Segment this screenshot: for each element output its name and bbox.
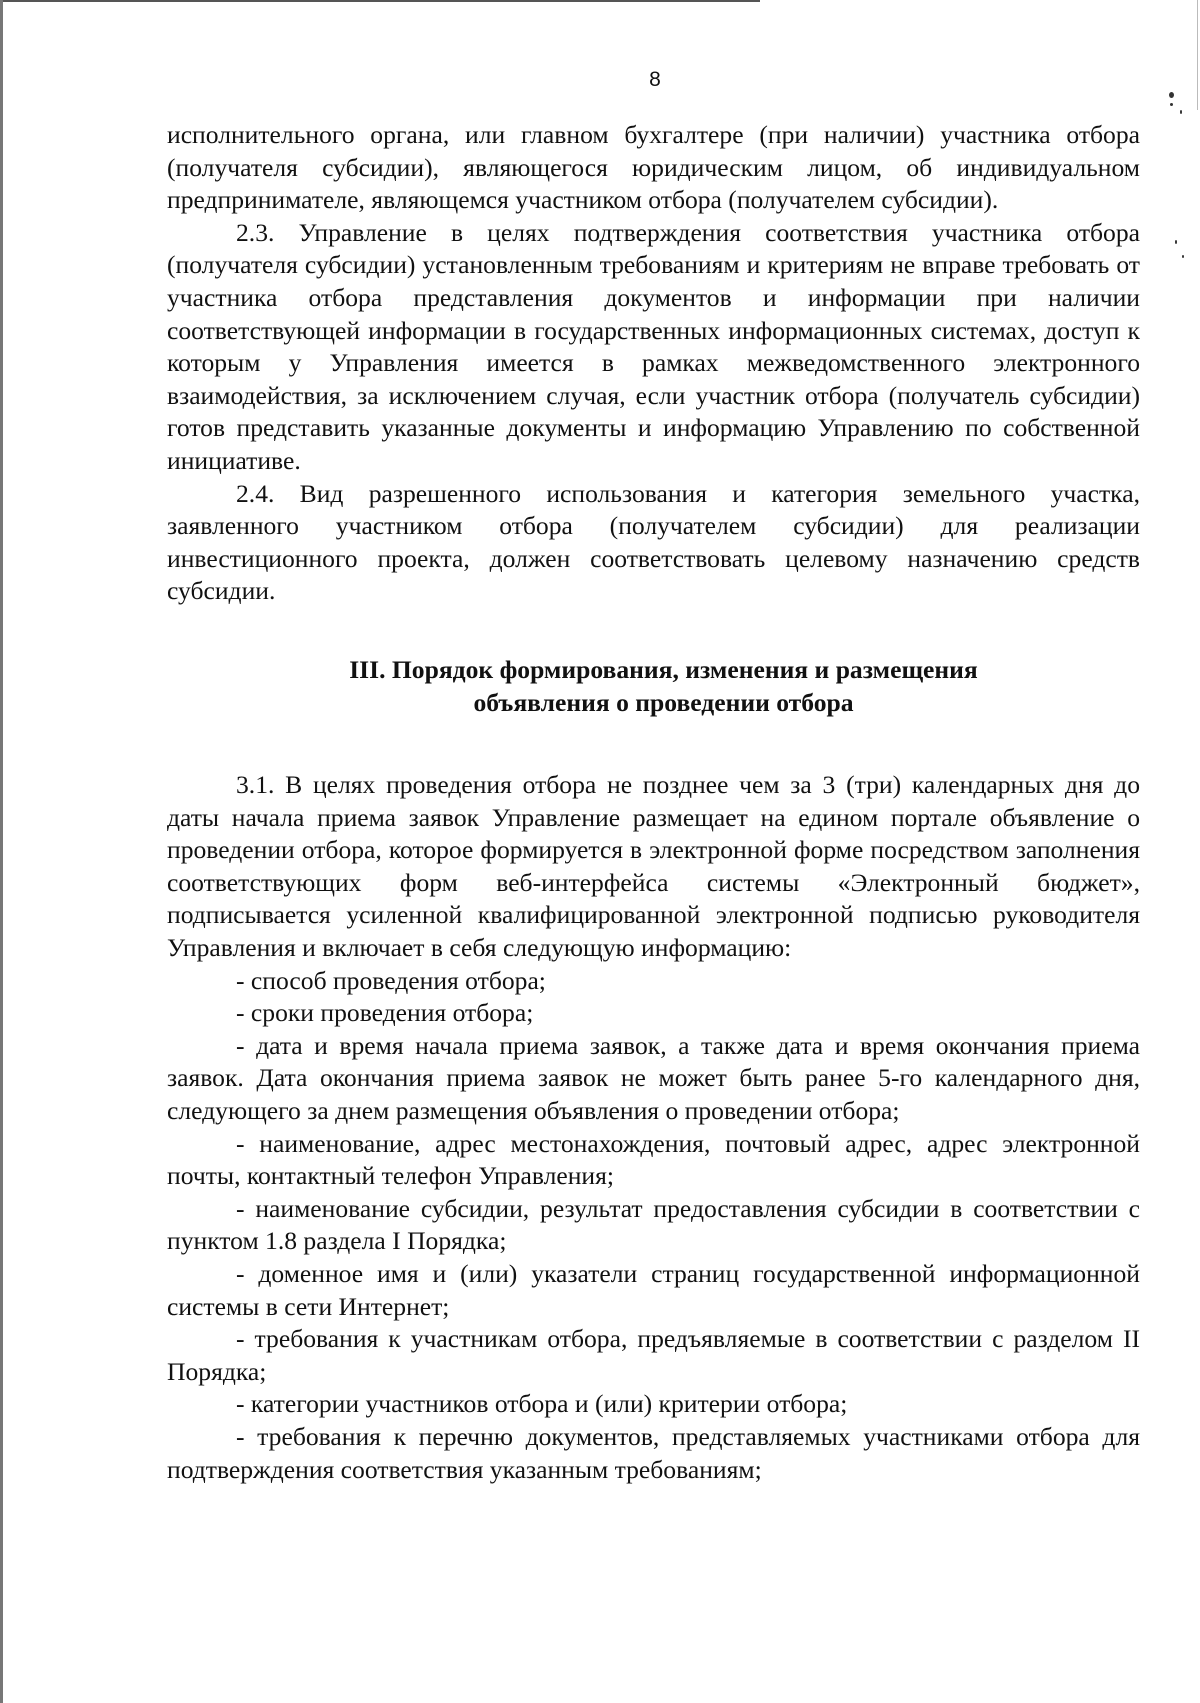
section-heading-line: III. Порядок формирования, изменения и размещения <box>349 654 978 684</box>
document-body <box>167 119 1140 1486</box>
paragraph: исполнительного органа, или главном бухгалтере (при наличии) участника отбора (получателя субсидии), являющегося юридическим лицом, об индивидуальном предпринимателе, являющемся участником отбора (получателем субсидии). <box>167 120 1140 215</box>
list-item: - категории участников отбора и (или) критерии отбора; <box>236 1389 848 1419</box>
list-item: - дата и время начала приема заявок, а также дата и время окончания приема заявок. Дата окончания приема заявок не может быть ранее 5-го календарного дня, следующего за днем размещения объявления о проведении отбора; <box>167 1030 1140 1126</box>
scan-speck <box>1170 103 1173 106</box>
list-item: - требования к перечню документов, представляемых участниками отбора для подтверждения соответствия указанным требованиям; <box>167 1421 1140 1484</box>
scan-edge-top <box>0 0 760 2</box>
scan-speck <box>1169 92 1174 98</box>
list-item: - наименование субсидии, результат предоставления субсидии в соответствии с пунктом 1.8 раздела I Порядка; <box>167 1193 1140 1256</box>
list-item: - наименование, адрес местонахождения, почтовый адрес, адрес электронной почты, контактный телефон Управления; <box>167 1128 1140 1191</box>
list-item: - способ проведения отбора; <box>236 965 546 995</box>
page-number: 8 <box>649 68 661 91</box>
list-item: - доменное имя и (или) указатели страниц государственной информационной системы в сети Интернет; <box>167 1259 1140 1321</box>
section-heading-line: объявления о проведении отбора <box>473 687 854 717</box>
scan-edge-left <box>0 0 3 1703</box>
paragraph: 3.1. В целях проведения отбора не позднее чем за 3 (три) календарных дня до даты начала приема заявок Управление размещает на едином портале объявление о проведении отбора, которое формируется в электронной форме посредством заполнения соответствующих форм веб-интерфейса системы «Электронный бюджет», подписывается усиленной квалифицированной электронной подписью руководителя Управления и включает в себя следующую информацию: <box>167 770 1140 963</box>
scan-speck <box>1182 255 1184 258</box>
paragraph: 2.4. Вид разрешенного использования и категория земельного участка, заявленного участником отбора (получателем субсидии) для реализации инвестиционного проекта, должен соответствовать целевому назначению средств субсидии. <box>167 478 1140 606</box>
scan-speck <box>1175 240 1177 244</box>
paragraph: 2.3. Управление в целях подтверждения соответствия участника отбора (получателя субсидии) установленным требованиям и критериям не вправе требовать от участника отбора представления документов и информации при наличии соответствующей информации в государственных информационных системах, доступ к которым у Управления имеется в рамках межведомственного электронного взаимодействия, за исключением случая, если участник отбора (получатель субсидии) готов представить указанные документы и информацию Управлению по собственной инициативе. <box>167 217 1140 475</box>
list-item: - сроки проведения отбора; <box>236 998 534 1028</box>
scan-speck <box>1180 110 1182 114</box>
scan-edge-right <box>1197 0 1198 110</box>
section-heading <box>167 654 1140 719</box>
list-item: - требования к участникам отбора, предъявляемые в соответствии с разделом II Порядка; <box>167 1324 1140 1386</box>
